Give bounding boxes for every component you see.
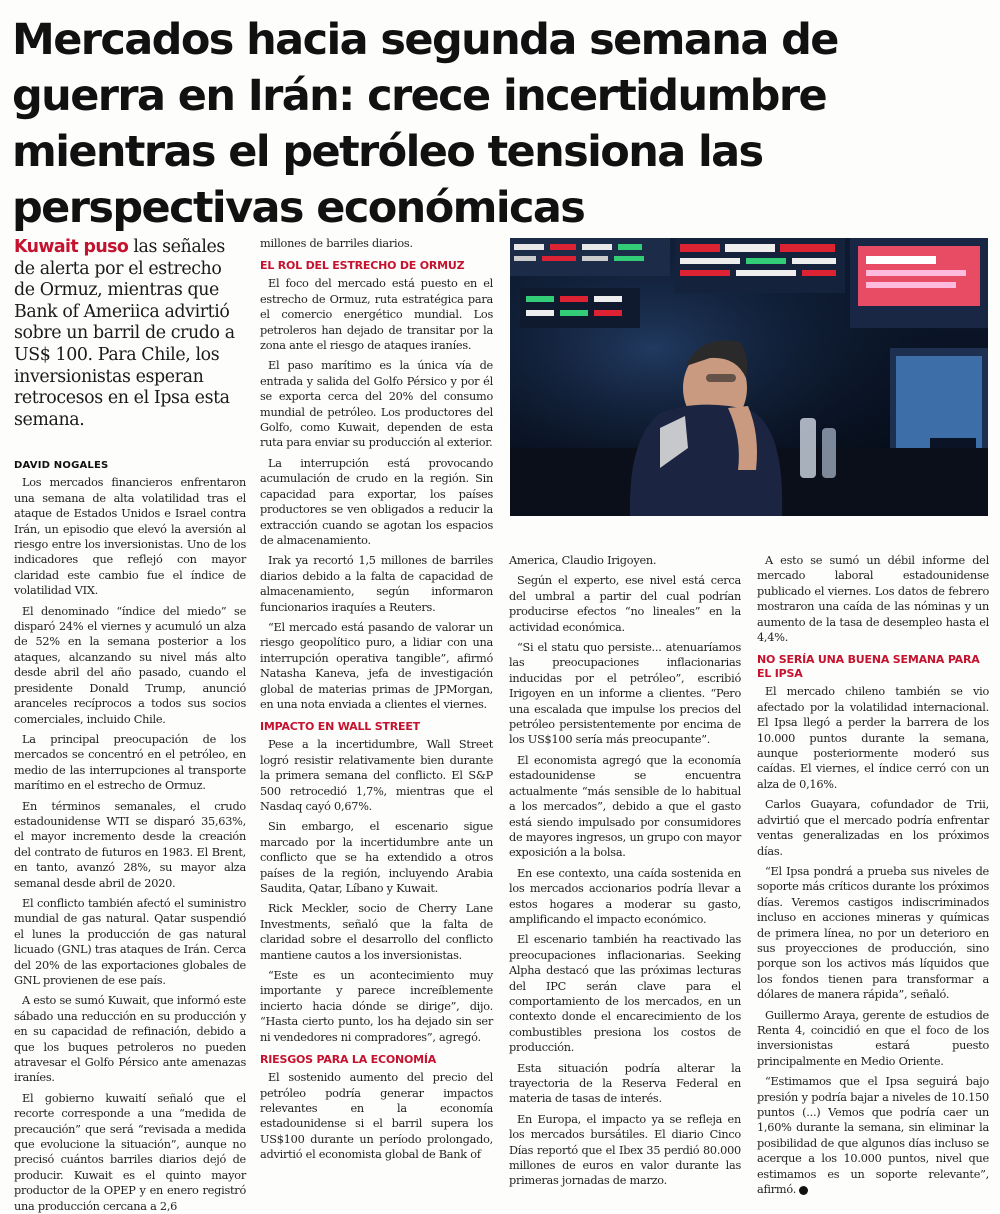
paragraph: Los mercados financieros enfrentaron una semana de alta volatilidad tras el ataque de Estados Unidos e Israel contra Irán, un episodio que elevó la aversión al riesgo entre los inversionistas. Uno de los indicadores que reflejó con mayor claridad este cambio fue el índice de volatilidad VIX. bbox=[14, 476, 246, 598]
lead-text: las señales de alerta por el estrecho de Ormuz, mientras que Bank of Ameriica advirtió sobre un barril de crudo a US$ 100. Para Chile, los inversionistas esperan retrocesos en el Ipsa esta semana. bbox=[14, 237, 235, 430]
paragraph: Pese a la incertidumbre, Wall Street logró resistir relativamente bien durante la primera semana del conflicto. El S&P 500 retrocedió 1,7%, mientras que el Nasdaq cayó 0,67%. bbox=[260, 738, 493, 813]
lead-paragraph bbox=[14, 237, 246, 431]
paragraph: “El Ipsa pondrá a prueba sus niveles de soporte más críticos durante los próximos días. Veremos castigos indiscriminados incluso en acciones mineras y químicas de primera línea, no por un deterioro en sus proyecciones de producción, sino porque son los activos más líquidos que los fondos tienen para transformar a dólares de manera rápida”, señaló. bbox=[757, 864, 989, 1002]
paragraph: El sostenido aumento del precio del petróleo podría generar impactos relevantes en la economía estadounidense si el barril supera los US$100 durante un período prolongado, advirtió el economista global de Bank of bbox=[260, 1071, 493, 1162]
paragraph: Irak ya recortó 1,5 millones de barriles diarios debido a la falta de capacidad de almacenamiento, según informaron funcionarios iraquíes a Reuters. bbox=[260, 554, 493, 614]
article-column-4 bbox=[757, 553, 989, 1197]
paragraph: En ese contexto, una caída sostenida en los mercados accionarios podría llevar a estos hogares a moderar su gasto, amplificando el impacto económico. bbox=[509, 866, 741, 926]
paragraph: America, Claudio Irigoyen. bbox=[509, 554, 657, 567]
headline: Mercados hacia segunda semana de guerra en Irán: crece incertidumbre mientras el petróleo tensiona las perspectivas económicas bbox=[12, 15, 838, 233]
paragraph: Según el experto, ese nivel está cerca del umbral a partir del cual podrían producirse efectos “no lineales” en la actividad económica. bbox=[509, 574, 741, 634]
paragraph: La principal preocupación de los mercados se concentró en el petróleo, en medio de las interrupciones al transporte marítimo en el estrecho de Ormuz. bbox=[14, 732, 246, 793]
paragraph: El gobierno kuwaití señaló que el recorte corresponde a una “medida de precaución” que será “revisada a medida que evolucione la situación”, aunque no precisó cuántos barriles diarios dejó de producir. Kuwait es el quinto mayor productor de la OPEP y en enero registró una producción cercana a 2,6 bbox=[14, 1091, 246, 1213]
paragraph: En Europa, el impacto ya se refleja en los mercados bursátiles. El diario Cinco Días reportó que el Ibex 35 perdió 80.000 millones de euros en valor durante las primeras jornadas de marzo. bbox=[509, 1112, 741, 1188]
paragraph: El denominado “índice del miedo” se disparó 24% el viernes y acumuló un alza de 52% en la semana posterior a los ataques, alcanzando su nivel más alto desde abril del año pasado, cuando el presidente Donald Trump, anunció aranceles recíprocos a todos sus socios comerciales, incluido Chile. bbox=[14, 604, 246, 726]
paragraph: El foco del mercado está puesto en el estrecho de Ormuz, ruta estratégica para el comercio energético mundial. Los petroleros han dejado de transitar por la zona ante el riesgo de ataques iraníes. bbox=[260, 277, 493, 353]
paragraph-last bbox=[757, 1074, 989, 1197]
paragraph: Carlos Guayara, cofundador de Trii, advirtió que el mercado podría enfrentar ventas generalizadas en los próximos días. bbox=[757, 798, 989, 858]
paragraph: El mercado chileno también se vio afectado por la volatilidad internacional. El Ipsa llegó a perder la barrera de los 10.000 puntos durante la semana, aunque posteriormente moderó sus caídas. El viernes, el índice cerró con un alza de 0,16%. bbox=[757, 685, 989, 791]
paragraph: A esto se sumó Kuwait, que informó este sábado una reducción en su producción y en su capacidad de refinación, debido a que los buques petroleros no pueden atravesar el Golfo Pérsico ante amenazas iraníes. bbox=[14, 994, 246, 1085]
paragraph: La interrupción está provocando acumulación de crudo en la región. Sin capacidad para exportar, los países productores se ven obligados a reducir la extracción cuando se agotan los espacios de almacenamiento. bbox=[260, 456, 493, 547]
paragraph: Esta situación podría alterar la trayectoria de la Reserva Federal en materia de tasas de interés. bbox=[509, 1061, 741, 1106]
end-mark-icon: P bbox=[799, 1186, 808, 1195]
paragraph-text: “Estimamos que el Ipsa seguirá bajo presión y podría bajar a niveles de 10.150 puntos (...) Vemos que podría caer un 1,60% durante la semana, sin eliminar la posibilidad de que algunos días incluso se acerque a los 10.000 puntos, nivel que estimamos es un soporte relevante”, afirmó. bbox=[757, 1075, 989, 1197]
article-column-2 bbox=[260, 236, 493, 1170]
subheading-ormuz: EL ROL DEL ESTRECHO DE ORMUZ bbox=[260, 259, 465, 273]
paragraph: Guillermo Araya, gerente de estudios de Renta 4, coincidió en que el foco de los inversionistas estará puesto principalmente en Medio Oriente. bbox=[757, 1008, 989, 1068]
paragraph: Sin embargo, el escenario sigue marcado por la incertidumbre ante un conflicto que se ha extendido a otros países de la región, incluyendo Arabia Saudita, Qatar, Líbano y Kuwait. bbox=[260, 820, 493, 896]
subheading-wall-street: IMPACTO EN WALL STREET bbox=[260, 720, 420, 734]
paragraph: El conflicto también afectó el suministro mundial de gas natural. Qatar suspendió el lunes la producción de gas natural licuado (GNL) tras ataques de Irán. Cerca del 20% de las exportaciones globales de GNL provienen de ese país. bbox=[14, 896, 246, 987]
lead-kicker: Kuwait puso bbox=[14, 237, 129, 257]
paragraph: “Si el statu quo persiste... atenuaríamos las preocupaciones inflacionarias inducidas por el petróleo”, escribió Irigoyen en un informe a clientes. “Pero una escalada que impulse los precios del petróleo persistentemente por encima de los US$100 sería más preocupante”. bbox=[509, 641, 741, 747]
paragraph: “El mercado está pasando de valorar un riesgo geopolítico puro, a lidiar con una interrupción operativa tangible”, afirmó Natasha Kaneva, jefa de investigación global de materias primas de JPMorgan, en una nota enviada a clientes el viernes. bbox=[260, 620, 493, 711]
paragraph: A esto se sumó un débil informe del mercado laboral estadounidense publicado el viernes. Los datos de febrero mostraron una caída de las nóminas y un aumento de la tasa de desempleo hasta el 4,4%. bbox=[757, 554, 989, 645]
byline: DAVID NOGALES bbox=[14, 460, 109, 471]
paragraph: En términos semanales, el crudo estadounidense WTI se disparó 35,63%, el mayor incremento desde la creación del contrato de futuros en 1983. El Brent, en tanto, avanzó 28%, su mayor alza semanal desde abril de 2020. bbox=[14, 799, 246, 890]
trader-photo bbox=[510, 238, 988, 516]
paragraph: millones de barriles diarios. bbox=[260, 237, 413, 250]
paragraph: El paso marítimo es la única vía de entrada y salida del Golfo Pérsico y por él se exporta cerca del 20% del consumo mundial de petróleo. Los productores del Golfo, como Kuwait, dependen de esta ruta para enviar su producción al exterior. bbox=[260, 359, 493, 450]
trader-photo-illustration bbox=[510, 238, 988, 516]
article-column-3 bbox=[509, 553, 741, 1188]
paragraph: El economista agregó que la economía estadounidense se encuentra actualmente “más sensible de lo habitual a los mercados”, debido a que el gasto está siendo impulsado por consumidores de mayores ingresos, un grupo con mayor exposición a la bolsa. bbox=[509, 753, 741, 860]
paragraph: El escenario también ha reactivado las preocupaciones inflacionarias. Seeking Alpha destacó que las próximas lecturas del IPC serán clave para el comportamiento de los mercados, en un contexto donde el encarecimiento de los combustibles presiona los costos de producción. bbox=[509, 933, 741, 1055]
subheading-economia: RIESGOS PARA LA ECONOMÍA bbox=[260, 1053, 437, 1067]
article-column-1 bbox=[14, 458, 246, 1213]
subheading-ipsa: NO SERÍA UNA BUENA SEMANA PARA EL IPSA bbox=[757, 653, 980, 681]
paragraph: “Este es un acontecimiento muy importante y parece increíblemente incierto hacia dónde se dirige”, dijo. “Hasta cierto punto, los ha dejado sin ser ni vendedores ni compradores”, agregó. bbox=[260, 969, 493, 1044]
paragraph: Rick Meckler, socio de Cherry Lane Investments, señaló que la falta de claridad sobre el desarrollo del conflicto mantiene cautos a los inversionistas. bbox=[260, 902, 493, 962]
